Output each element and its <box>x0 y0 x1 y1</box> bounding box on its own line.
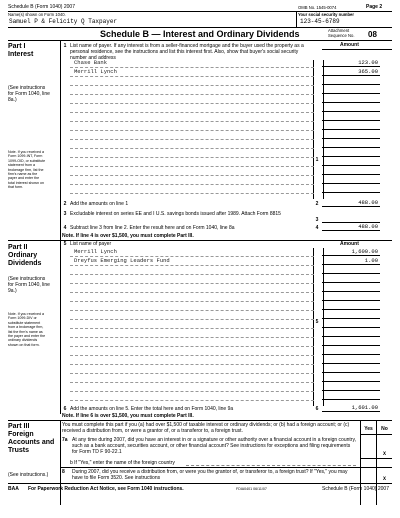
part2-note2: Note. If line 6 is over $1,500, you must complete Part III. <box>62 413 194 419</box>
empty-amount[interactable] <box>322 392 380 400</box>
empty-amount[interactable] <box>322 77 380 85</box>
line1-number: 1 <box>63 43 67 49</box>
part2-note: Note. If you received a Form 1099-DIV or substitute statement from a brokerage firm, list the firm's name as the payer and enter the ordinary dividends shown on that form. <box>8 312 46 347</box>
omb-number: OMB No. 1545-0074 <box>298 5 337 10</box>
empty-amount[interactable] <box>322 383 380 391</box>
part2-title: Part II <box>8 244 28 251</box>
part2-payer-row[interactable] <box>70 248 314 257</box>
payer-amount[interactable]: 365.00 <box>322 68 380 76</box>
q7a-text: At any time during 2007, did you have an interest in or a signature or other authority over a financial account in a foreign country, such as a bank account, securities account, or other financial account? See instructions for exceptions and filing requirements for Form TD F 90-22.1 <box>72 437 356 455</box>
part1-note: Note. If you received a Form 1099-INT, Form 1099-OID, or substitute statement from a brokerage firm, list the firm's name as the payer and enter the total interest shown on that form. <box>8 150 46 190</box>
empty-amount[interactable] <box>322 185 380 193</box>
line4-text: Subtract line 3 from line 2. Enter the result here and on Form 1040, line 8a <box>70 225 235 231</box>
ssn-label: Your social security number <box>298 12 355 17</box>
part1-subtitle: Interest <box>8 51 34 58</box>
baa-label: BAA <box>8 486 19 492</box>
line6-number: 6 <box>63 406 67 412</box>
part1-empty-row[interactable] <box>70 140 314 149</box>
line2-text: Add the amounts on line 1 <box>70 201 129 207</box>
part2-see-note: (See instructions for Form 1040, line 9a.) <box>8 276 50 294</box>
empty-amount[interactable] <box>322 113 380 121</box>
q7a-number: 7a <box>62 437 68 443</box>
part2-empty-row[interactable] <box>70 329 314 338</box>
part1-empty-row[interactable] <box>70 86 314 95</box>
payer-name: Chase Bank <box>74 59 108 66</box>
part1-empty-row[interactable] <box>70 185 314 194</box>
line6-text: Add the amounts on line 5. Enter the total here and on Form 1040, line 9a <box>70 406 234 412</box>
empty-amount[interactable] <box>322 347 380 355</box>
part2-empty-row[interactable] <box>70 275 314 284</box>
part2-empty-row[interactable] <box>70 311 314 320</box>
paperwork-notice: For Paperwork Reduction Act Notice, see Form 1040 instructions. <box>28 486 184 492</box>
part2-subtitle: Ordinary Dividends <box>8 252 42 267</box>
line1-box-number: 1 <box>315 157 319 163</box>
line4-number: 4 <box>63 225 67 231</box>
part2-empty-row[interactable] <box>70 284 314 293</box>
part2-empty-row[interactable] <box>70 365 314 374</box>
empty-amount[interactable] <box>322 167 380 175</box>
line5-box-number: 5 <box>315 319 319 325</box>
line2-box-number: 2 <box>315 201 319 207</box>
payer-name: Merrill Lynch <box>74 248 117 255</box>
empty-amount[interactable] <box>322 356 380 364</box>
payer-name: Merrill Lynch <box>74 68 117 75</box>
empty-amount[interactable] <box>322 293 380 301</box>
empty-amount[interactable] <box>322 176 380 184</box>
names-label: Name(s) shown on Form 1040. <box>8 12 66 17</box>
q7b-country-field[interactable] <box>186 465 356 466</box>
payer-amount[interactable]: 1,600.00 <box>322 248 380 256</box>
part1-payer-row[interactable] <box>70 59 314 68</box>
attachment-seq: 08 <box>368 30 377 39</box>
q8-number: 8 <box>62 469 65 475</box>
footer-form-name: Schedule B (Form 1040) 2007 <box>322 486 389 492</box>
part3-see-note: (See instructions.) <box>8 472 49 478</box>
taxpayer-name[interactable]: Samuel P & Felicity Q Taxpayer <box>9 18 118 25</box>
part1-empty-row[interactable] <box>70 104 314 113</box>
part2-empty-row[interactable] <box>70 392 314 401</box>
part3-title: Part III <box>8 423 30 430</box>
part1-empty-row[interactable] <box>70 113 314 122</box>
attachment-label: Attachment Sequence No. <box>328 28 355 38</box>
part2-empty-row[interactable] <box>70 266 314 275</box>
page-label: Page 2 <box>366 4 383 10</box>
part2-empty-row[interactable] <box>70 374 314 383</box>
part2-payer-row[interactable] <box>70 257 314 266</box>
line1-text: List name of payer. If any interest is from a seller-financed mortgage and the buyer used the property as a personal residence, see the instructions and list this interest first. Also, show that buyer's social security number and address <box>70 43 304 61</box>
empty-amount[interactable] <box>322 266 380 274</box>
empty-amount[interactable] <box>322 320 380 328</box>
amount-header-part2: Amount <box>340 241 359 247</box>
q7a-no-box[interactable]: X <box>382 451 386 457</box>
part2-empty-row[interactable] <box>70 302 314 311</box>
part3-intro: You must complete this part if you (a) had over $1,500 of taxable interest or ordinary dividends; or (b) had a foreign account; or (c) received a distribution from, or were a grantor of, or a transferor to, a foreign trust. <box>62 422 350 434</box>
line3-amount[interactable] <box>322 215 380 223</box>
schedule-title: Schedule B — Interest and Ordinary Dividends <box>100 29 300 39</box>
yes-header: Yes <box>364 426 373 432</box>
form-code: FDIA0401 06/11/07 <box>236 487 267 491</box>
line3-box-number: 3 <box>315 217 319 223</box>
line2-amount[interactable]: 488.00 <box>322 199 380 207</box>
part1-empty-row[interactable] <box>70 176 314 185</box>
empty-amount[interactable] <box>322 158 380 166</box>
no-header: No <box>381 426 388 432</box>
part2-empty-row[interactable] <box>70 356 314 365</box>
empty-amount[interactable] <box>322 275 380 283</box>
q8-text: During 2007, did you receive a distribution from, or were you the grantor of, or transferor to, a foreign trust? If "Yes," you may have to file Form 3520. See instructions <box>72 469 348 481</box>
part1-payer-row[interactable] <box>70 68 314 77</box>
line5-number: 5 <box>63 241 67 247</box>
part1-empty-row[interactable] <box>70 77 314 86</box>
empty-amount[interactable] <box>322 122 380 130</box>
part1-empty-row[interactable] <box>70 131 314 140</box>
ssn-value[interactable]: 123-45-6789 <box>300 18 340 25</box>
empty-amount[interactable] <box>322 311 380 319</box>
part2-empty-row[interactable] <box>70 383 314 392</box>
part1-empty-row[interactable] <box>70 158 314 167</box>
line3-number: 3 <box>63 211 67 217</box>
empty-amount[interactable] <box>322 149 380 157</box>
part1-see-note: (See instructions for Form 1040, line 8a.) <box>8 85 50 103</box>
part1-title: Part I <box>8 43 26 50</box>
line5-text: List name of payer <box>70 241 112 247</box>
part2-empty-row[interactable] <box>70 293 314 302</box>
empty-amount[interactable] <box>322 104 380 112</box>
part1-note2: Note. If line 4 is over $1,500, you must complete Part III. <box>62 233 194 239</box>
empty-amount[interactable] <box>322 365 380 373</box>
line2-number: 2 <box>63 201 67 207</box>
payer-amount[interactable]: 123.00 <box>322 59 380 67</box>
part1-empty-row[interactable] <box>70 149 314 158</box>
part1-empty-row[interactable] <box>70 167 314 176</box>
empty-amount[interactable] <box>322 86 380 94</box>
q7b-text: b If "Yes," enter the name of the foreign country <box>70 460 175 466</box>
empty-amount[interactable] <box>322 140 380 148</box>
part1-empty-row[interactable] <box>70 95 314 104</box>
empty-amount[interactable] <box>322 95 380 103</box>
empty-amount[interactable] <box>322 338 380 346</box>
line3-text: Excludable interest on series EE and I U.S. savings bonds issued after 1989. Attach Form 8815 <box>70 211 281 217</box>
line4-box-number: 4 <box>315 225 319 231</box>
payer-name: Dreyfus Emerging Leaders Fund <box>74 257 170 264</box>
part2-empty-row[interactable] <box>70 347 314 356</box>
payer-amount[interactable]: 1.00 <box>322 257 380 265</box>
line6-amount[interactable]: 1,601.00 <box>322 404 380 412</box>
empty-amount[interactable] <box>322 131 380 139</box>
part2-empty-row[interactable] <box>70 320 314 329</box>
part2-empty-row[interactable] <box>70 338 314 347</box>
empty-amount[interactable] <box>322 329 380 337</box>
part3-subtitle: Foreign Accounts and Trusts <box>8 431 55 454</box>
empty-amount[interactable] <box>322 284 380 292</box>
part1-empty-row[interactable] <box>70 122 314 131</box>
line6-box-number: 6 <box>315 406 319 412</box>
empty-amount[interactable] <box>322 374 380 382</box>
amount-header-part1: Amount <box>340 42 359 48</box>
form-name-header: Schedule B (Form 1040) 2007 <box>8 4 75 10</box>
line4-amount[interactable]: 488.00 <box>322 223 380 231</box>
empty-amount[interactable] <box>322 302 380 310</box>
q8-no-box[interactable]: X <box>382 476 386 482</box>
